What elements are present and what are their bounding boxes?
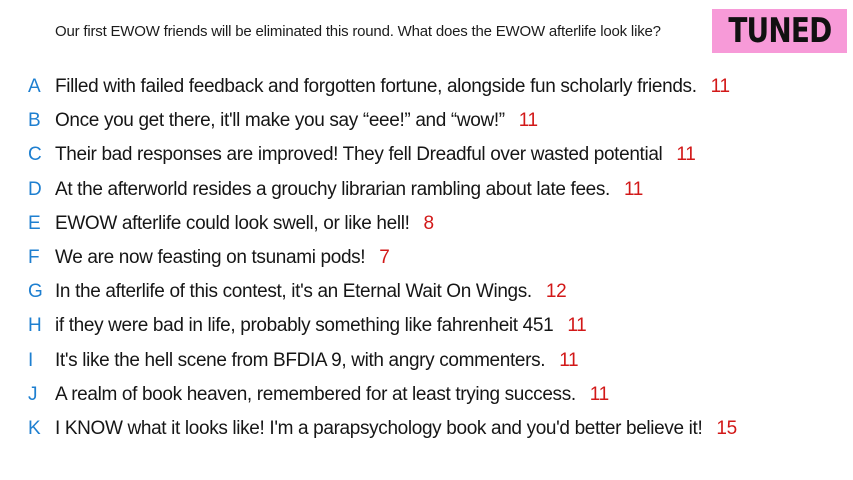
response-row bbox=[0, 344, 853, 378]
tuned-badge bbox=[712, 9, 847, 53]
response-row bbox=[0, 138, 853, 172]
response-letter: C bbox=[28, 144, 42, 166]
response-letter: I bbox=[28, 349, 33, 371]
response-text: It's like the hell scene from BFDIA 9, with angry commenters. bbox=[55, 349, 546, 371]
prompt-text: Our first EWOW friends will be eliminated this round. What does the EWOW afterlife look like? bbox=[55, 23, 661, 40]
response-letter: G bbox=[28, 281, 43, 303]
response-text: A realm of book heaven, remembered for at least trying success. bbox=[55, 383, 576, 405]
badge-label: TUNED bbox=[727, 11, 832, 51]
response-row bbox=[0, 275, 853, 309]
response-letter: A bbox=[28, 76, 41, 98]
word-count: 11 bbox=[710, 76, 730, 98]
response-text: I KNOW what it looks like! I'm a parapsychology book and you'd better believe it! bbox=[55, 417, 703, 439]
word-count: 7 bbox=[379, 247, 390, 269]
response-letter: J bbox=[28, 383, 38, 405]
response-text: EWOW afterlife could look swell, or like hell! bbox=[55, 212, 410, 234]
word-count: 11 bbox=[589, 383, 609, 405]
response-text: Once you get there, it'll make you say “eee!” and “wow!” bbox=[55, 110, 505, 132]
word-count: 11 bbox=[623, 178, 643, 200]
response-letter: D bbox=[28, 178, 42, 200]
response-row bbox=[0, 309, 853, 343]
response-letter: K bbox=[28, 417, 41, 439]
response-text: Filled with failed feedback and forgotten fortune, alongside fun scholarly friends. bbox=[55, 76, 697, 98]
word-count: 15 bbox=[716, 417, 737, 439]
response-list bbox=[0, 70, 853, 446]
response-letter: H bbox=[28, 315, 42, 337]
word-count: 11 bbox=[676, 144, 696, 166]
response-text: if they were bad in life, probably something like fahrenheit 451 bbox=[55, 315, 554, 337]
response-row bbox=[0, 378, 853, 412]
response-row bbox=[0, 207, 853, 241]
response-text: In the afterlife of this contest, it's an Eternal Wait On Wings. bbox=[55, 281, 532, 303]
word-count: 11 bbox=[518, 110, 538, 132]
response-text: Their bad responses are improved! They fell Dreadful over wasted potential bbox=[55, 144, 663, 166]
response-letter: F bbox=[28, 247, 40, 269]
response-row bbox=[0, 173, 853, 207]
response-letter: B bbox=[28, 110, 41, 132]
response-text: At the afterworld resides a grouchy librarian rambling about late fees. bbox=[55, 178, 610, 200]
response-row bbox=[0, 104, 853, 138]
response-text: We are now feasting on tsunami pods! bbox=[55, 247, 366, 269]
response-row bbox=[0, 70, 853, 104]
word-count: 8 bbox=[423, 212, 434, 234]
word-count: 11 bbox=[567, 315, 587, 337]
word-count: 12 bbox=[545, 281, 567, 303]
response-row bbox=[0, 412, 853, 446]
response-row bbox=[0, 241, 853, 275]
word-count: 11 bbox=[559, 349, 579, 371]
response-letter: E bbox=[28, 212, 41, 234]
